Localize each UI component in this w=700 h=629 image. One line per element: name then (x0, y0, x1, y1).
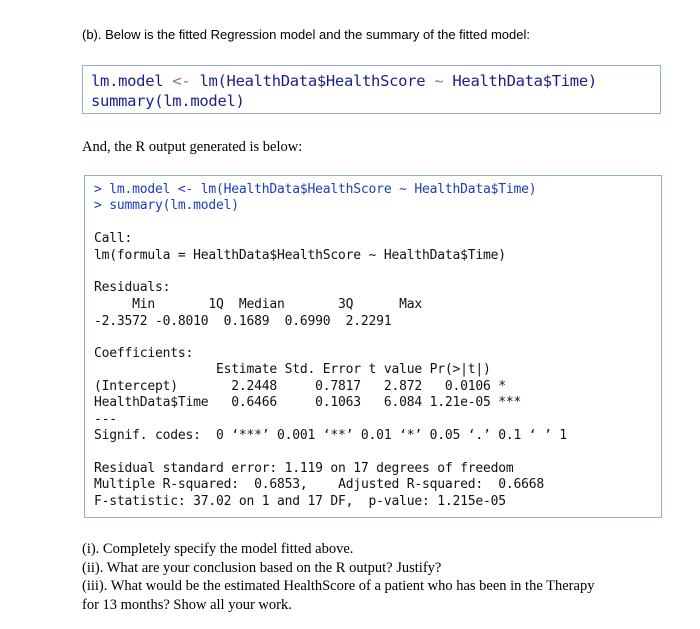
code-box (82, 65, 661, 114)
code-lm-call: lm(HealthData$HealthScore (199, 72, 426, 90)
residuals-header: Min 1Q Median 3Q Max (94, 297, 430, 312)
signif-codes: Signif. codes: 0 ‘***’ 0.001 ‘**’ 0.01 ‘*’ 0.05 ‘.’ 0.1 ‘ ’ 1 (94, 428, 567, 443)
code-assign-operator: <- (172, 72, 191, 90)
code-object: lm.model (91, 72, 164, 90)
residual-standard-error: Residual standard error: 1.119 on 17 degrees of freedom (94, 461, 514, 476)
code-tilde: ~ (434, 72, 444, 90)
code-line-2: summary(lm.model) (91, 92, 245, 110)
r-command-2: > summary(lm.model) (94, 198, 239, 213)
questions (82, 540, 594, 614)
coefficients-header: Estimate Std. Error t value Pr(>|t|) (94, 362, 522, 377)
question-iii: (iii). What would be the estimated HealthScore of a patient who has been in the Therapy (82, 578, 595, 594)
question-heading: (b). Below is the fitted Regression model and the summary of the fitted model: (82, 27, 530, 42)
call-label: Call: (94, 231, 133, 246)
call-formula: lm(formula = HealthData$HealthScore ~ HealthData$Time) (94, 248, 506, 263)
question-i: (i). Completely specify the model fitted above. (82, 541, 354, 557)
code-predictor: HealthData$Time) (452, 72, 597, 90)
question-iii-continued: for 13 months? Show all your work. (82, 596, 292, 613)
coefficients-row-time: HealthData$Time 0.6466 0.1063 6.084 1.21e-05 *** (94, 395, 522, 410)
intro-text: And, the R output generated is below: (82, 139, 303, 155)
code-line-1 (91, 72, 597, 90)
coefficients-row-intercept: (Intercept) 2.2448 0.7817 2.872 0.0106 * (94, 379, 522, 394)
coefficients-label: Coefficients: (94, 346, 194, 361)
separator: --- (94, 412, 117, 427)
residuals-label: Residuals: (94, 280, 171, 295)
f-statistic: F-statistic: 37.02 on 1 and 17 DF, p-value: 1.215e-05 (94, 494, 506, 509)
r-command-1: > lm.model <- lm(HealthData$HealthScore ~ HealthData$Time) (94, 182, 537, 197)
question-ii: (ii). What are your conclusion based on the R output? Justify? (82, 559, 442, 576)
r-squared: Multiple R-squared: 0.6853, Adjusted R-squared: 0.6668 (94, 477, 552, 492)
r-output-box (84, 175, 662, 518)
residuals-values: -2.3572 -0.8010 0.1689 0.6990 2.2291 (94, 314, 400, 329)
